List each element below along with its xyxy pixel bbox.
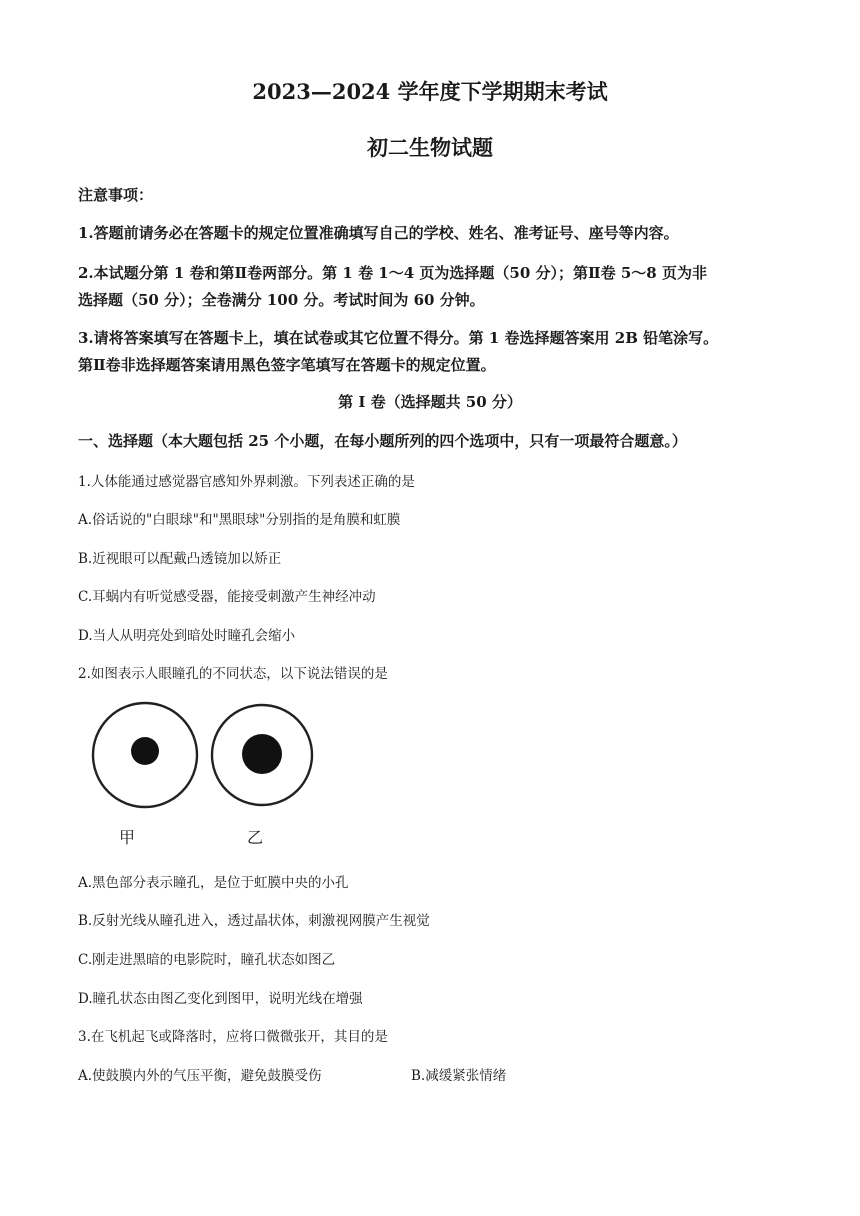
notes-line: 3.请将答案填写在答题卡上，填在试卷或其它位置不得分。第 1 卷选择题答案用 2B 铅笔涂写。 (78, 329, 719, 347)
question-1-option-a: A.俗话说的"白眼球"和"黑眼球"分别指的是角膜和虹膜 (78, 512, 401, 528)
notes-line: 第Ⅱ卷非选择题答案请用黑色签字笔填写在答题卡的规定位置。 (78, 356, 496, 374)
question-1-option-c: C.耳蜗内有听觉感受器，能接受刺激产生神经冲动 (78, 589, 376, 605)
pupil-yi (242, 734, 282, 774)
notes-line: 2.本试题分第 1 卷和第Ⅱ卷两部分。第 1 卷 1～4 页为选择题（50 分）；第Ⅱ卷 5～8 页为非 (78, 264, 707, 282)
question-2-option-c: C.刚走进黑暗的电影院时，瞳孔状态如图乙 (78, 952, 336, 968)
question-1-option-d: D.当人从明亮处到暗处时瞳孔会缩小 (78, 628, 296, 644)
question-2-option-b: B.反射光线从瞳孔进入，透过晶状体，刺激视网膜产生视觉 (78, 913, 430, 929)
question-1-option-b: B.近视眼可以配戴凸透镜加以矫正 (78, 551, 282, 567)
notes-line: 1.答题前请务必在答题卡的规定位置准确填写自己的学校、姓名、准考证号、座号等内容。 (78, 224, 679, 242)
question-3-option-a: A.使鼓膜内外的气压平衡，避免鼓膜受伤 (78, 1068, 322, 1084)
question-2-stem: 2.如图表示人眼瞳孔的不同状态，以下说法错误的是 (78, 666, 388, 682)
question-3-stem: 3.在飞机起飞或降落时，应将口微微张开，其目的是 (78, 1029, 388, 1045)
figure-label-jia: 甲 (119, 828, 136, 847)
question-2-option-a: A.黑色部分表示瞳孔，是位于虹膜中央的小孔 (78, 875, 349, 891)
notes-line: 选择题（50 分）；全卷满分 100 分。考试时间为 60 分钟。 (78, 291, 485, 309)
section-title: 第 I 卷（选择题共 50 分） (338, 393, 522, 411)
pupil-figure (86, 700, 326, 815)
section-instruction: 一、选择题（本大题包括 25 个小题，在每小题所列的四个选项中，只有一项最符合题意。） (78, 432, 687, 450)
question-3-option-b: B.减缓紧张情绪 (411, 1068, 507, 1084)
question-1-stem: 1.人体能通过感觉器官感知外界刺激。下列表述正确的是 (78, 474, 415, 490)
exam-subtitle: 初二生物试题 (367, 135, 493, 160)
exam-title: 2023—2024 学年度下学期期末考试 (252, 79, 608, 104)
pupil-diagram (86, 700, 326, 810)
pupil-jia (131, 737, 159, 765)
figure-label-yi: 乙 (247, 828, 264, 847)
question-2-option-d: D.瞳孔状态由图乙变化到图甲，说明光线在增强 (78, 991, 363, 1007)
notes-heading: 注意事项： (78, 186, 154, 204)
